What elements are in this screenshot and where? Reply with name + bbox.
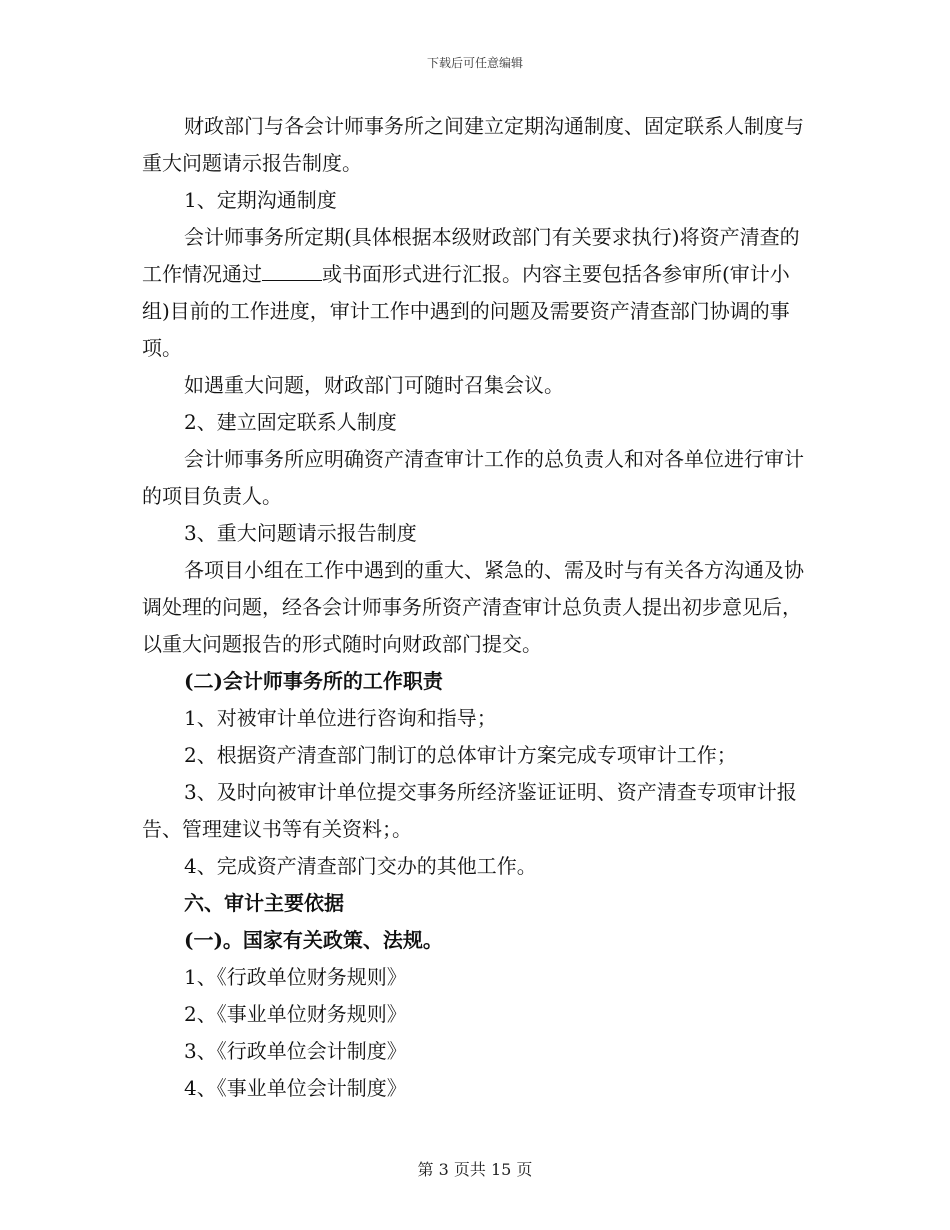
subsection-title-policies: (一)。国家有关政策、法规。 <box>184 928 443 952</box>
heading-fixed-contact: 2、建立固定联系人制度 <box>184 410 397 434</box>
section-title-audit-basis: 六、审计主要依据 <box>184 891 344 915</box>
duty-item-3: 3、及时向被审计单位提交事务所经济鉴证证明、资产清查专项审计报告、管理建议书等有关资料；。 <box>142 780 797 841</box>
duty-item-1: 1、对被审计单位进行咨询和指导； <box>184 706 497 730</box>
page-header: 下载后可任意编辑 <box>426 56 523 70</box>
regulation-item-1: 1、《行政单位财务规则》 <box>184 965 407 989</box>
paragraph-part-a: 会计师事务所定期(具体根据本级财政部门有关要求执行)将资产清查的工作情况通过 <box>142 225 800 286</box>
paragraph-intro: 财政部门与各会计师事务所之间建立定期沟通制度、固定联系人制度与重大问题请示报告制度。 <box>142 114 804 175</box>
paragraph-major-issue-meeting: 如遇重大问题，财政部门可随时召集会议。 <box>184 373 564 397</box>
paragraph-major-issue-report: 各项目小组在工作中遇到的重大、紧急的、需及时与有关各方沟通及协调处理的问题，经各会计师事务所资产清查审计总负责人提出初步意见后，以重大问题报告的形式随时向财政部门提交。 <box>142 558 804 656</box>
paragraph-regular-communication <box>142 219 808 367</box>
regulation-item-2: 2、《事业单位财务规则》 <box>184 1002 407 1026</box>
heading-major-issue-report: 3、重大问题请示报告制度 <box>184 521 417 545</box>
regulation-item-3: 3、《行政单位会计制度》 <box>184 1039 407 1063</box>
duty-item-2: 2、根据资产清查部门制订的总体审计方案完成专项审计工作； <box>184 743 737 767</box>
fill-in-blank <box>262 260 322 281</box>
duty-item-4: 4、完成资产清查部门交办的其他工作。 <box>184 854 537 878</box>
document-body <box>142 108 808 1107</box>
regulation-item-4: 4、《事业单位会计制度》 <box>184 1076 407 1100</box>
paragraph-fixed-contact: 会计师事务所应明确资产清查审计工作的总负责人和对各单位进行审计的项目负责人。 <box>142 447 804 508</box>
page-footer: 第 3 页共 15 页 <box>417 1160 533 1179</box>
heading-regular-communication: 1、定期沟通制度 <box>184 188 337 212</box>
section-title-firm-duties: (二)会计师事务所的工作职责 <box>184 669 443 693</box>
paragraph-part-b: 或书面形式进行汇报。内容主要包括各参审所(审计小组)目前的工作进度，审计工作中遇到的问题及需要资产清查部门协调的事项。 <box>142 262 790 360</box>
